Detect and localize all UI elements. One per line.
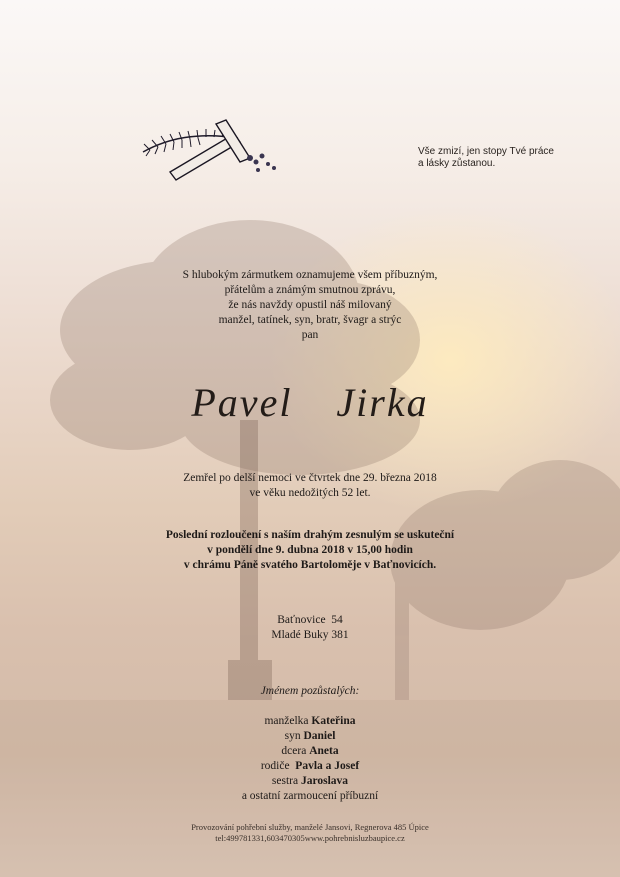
- motto-line: a lásky zůstanou.: [418, 158, 496, 169]
- mourner-name: Kateřina: [311, 715, 356, 727]
- mourner-row-others: a ostatní zarmoucení příbuzní: [241, 790, 379, 802]
- mourner-name: Aneta: [309, 745, 339, 757]
- mourner-row: [0, 774, 620, 789]
- footer-line: tel:499781331,603470305www.pohrebnisluzbaupice.cz: [215, 833, 405, 843]
- announcement-line: manžel, tatínek, syn, bratr, švagr a strýc: [218, 314, 402, 326]
- cross-with-palm-branch-icon: [138, 118, 288, 182]
- address: [0, 613, 620, 643]
- mourner-name: Pavla a Josef: [295, 760, 360, 772]
- farewell-line: v chrámu Páně svatého Bartoloměje v Baťnovicích.: [183, 559, 437, 571]
- mourners-list: [0, 714, 620, 804]
- mourner-row: [0, 759, 620, 774]
- mourner-row: [0, 744, 620, 759]
- farewell-info: [0, 528, 620, 573]
- mourner-row: [0, 729, 620, 744]
- mourner-name: Daniel: [303, 730, 336, 742]
- mourner-role: syn: [284, 730, 304, 742]
- mourner-role: dcera: [281, 745, 310, 757]
- announcement-line: přátelům a známým smutnou zprávu,: [224, 284, 396, 296]
- mourner-name: Jaroslava: [300, 775, 349, 787]
- motto-line: Vše zmizí, jen stopy Tvé práce: [418, 146, 554, 157]
- announcement-line: S hlubokým zármutkem oznamujeme všem příbuzným,: [182, 269, 438, 281]
- farewell-line: Poslední rozloučení s naším drahým zesnulým se uskuteční: [165, 529, 455, 541]
- mourner-role: manželka: [264, 715, 312, 727]
- address-line: Mladé Buky 381: [271, 629, 349, 641]
- mourner-row: [0, 714, 620, 729]
- address-line: Baťnovice 54: [277, 614, 343, 626]
- death-line: Zemřel po delší nemoci ve čtvrtek dne 29. března 2018: [183, 472, 437, 484]
- death-notice: [0, 471, 620, 501]
- funeral-service-footer: [0, 822, 620, 844]
- announcement-line: že nás navždy opustil náš milovaný: [228, 299, 392, 311]
- announcement-line: pan: [301, 329, 319, 341]
- announcement: [0, 268, 620, 343]
- deceased-name: Pavel Jirka: [191, 380, 429, 425]
- farewell-line: v pondělí dne 9. dubna 2018 v 15,00 hodin: [207, 544, 413, 556]
- mourner-role: rodiče: [260, 760, 296, 772]
- footer-line: Provozování pohřební služby, manželé Jansovi, Regnerova 485 Úpice: [191, 822, 429, 832]
- mourners-title: Jménem pozůstalých:: [260, 685, 360, 697]
- motto-text: [418, 146, 598, 170]
- mourner-role: sestra: [271, 775, 301, 787]
- death-line: ve věku nedožitých 52 let.: [249, 487, 371, 499]
